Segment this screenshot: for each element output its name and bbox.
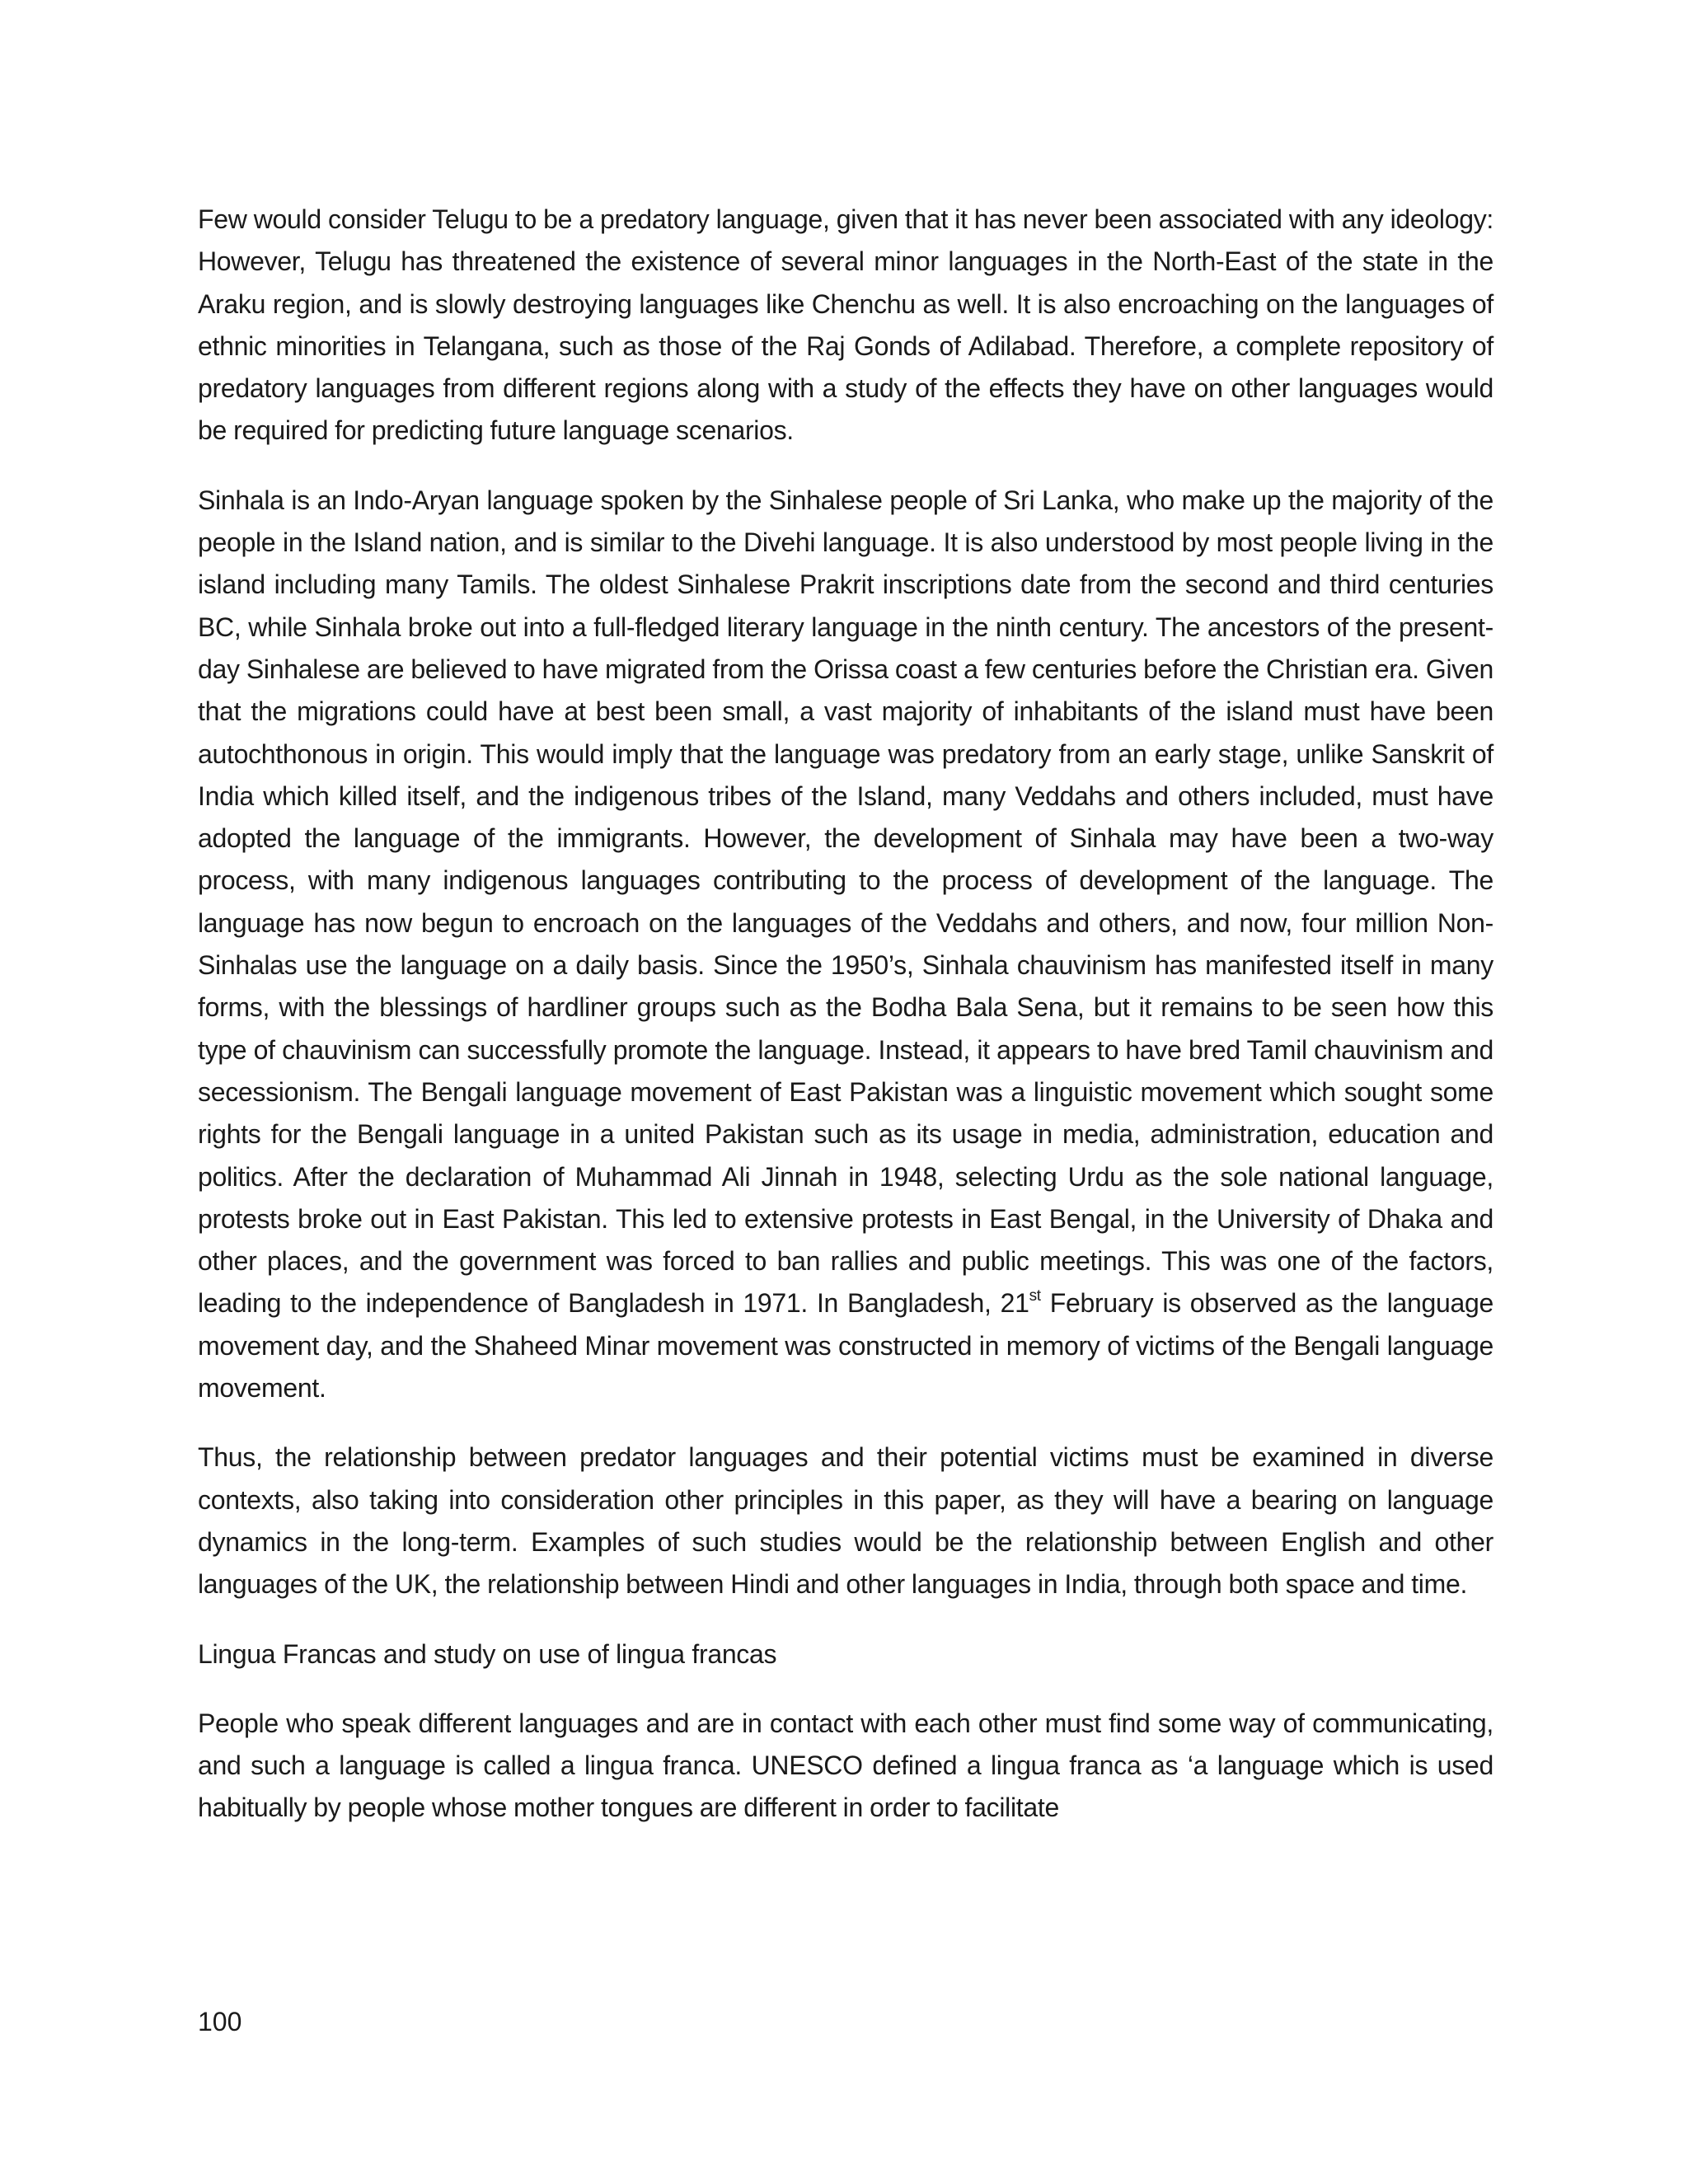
paragraph-telugu: Few would consider Telugu to be a predatory language, given that it has never been associated with any ideology: However, Telugu has threatened the existence of several minor languages in the North-East of the state in the Araku region, and is slowly destroying languages like Chenchu as well. It is also encroaching on the languages of ethnic minorities in Telangana, such as those of the Raj Gonds of Adilabad. Therefore, a complete repository of predatory languages from different regions along with a study of the effects they have on other languages would be required for predicting future language scenarios. <box>198 204 1493 446</box>
page-number: 100 <box>198 2007 242 2036</box>
section-heading: Lingua Francas and study on use of lingua francas <box>198 1638 777 1669</box>
paragraph-predator-relationship: Thus, the relationship between predator languages and their potential victims must be examined in diverse contexts, also taking into consideration other principles in this paper, as they will have a bearing on language dynamics in the long-term. Examples of such studies would be the relationship between English and other languages of the UK, the relationship between Hindi and other languages in India, through both space and time. <box>198 1442 1493 1600</box>
paragraph-sinhala-text-1: Sinhala is an Indo-Aryan language spoken by the Sinhalese people of Sri Lanka, who make up the majority of the people in the Island nation, and is similar to the Divehi language. It is also understood by most people living in the island including many Tamils. The oldest Sinhalese Prakrit inscriptions date from the second and third centuries BC, while Sinhala broke out into a full-fledged literary language in the ninth century. The ancestors of the present-day Sinhalese are believed to have migrated from the Orissa coast a few centuries before the Christian era. Given that the migrations could have at best been small, a vast majority of inhabitants of the island must have been autochthonous in origin. This would imply that the language was predatory from an early stage, unlike Sanskrit of India which killed itself, and the indigenous tribes of the Island, many Veddahs and others included, must have adopted the language of the immigrants. However, the development of Sinhala may have been a two-way process, with many indigenous languages contributing to the process of development of the language. The language has now begun to encroach on the languages of the Veddahs and others, and now, four million Non-Sinhalas use the language on a daily basis. Since the 1950’s, Sinhala chauvinism has manifested itself in many forms, with the blessings of hardliner groups such as the Bodha Bala Sena, but it remains to be seen how this type of chauvinism can successfully promote the language. Instead, it appears to have bred Tamil chauvinism and secessionism. The Bengali language movement of East Pakistan was a linguistic movement which sought some rights for the Bengali language in a united Pakistan such as its usage in media, administration, education and politics. After the declaration of Muhammad Ali Jinnah in 1948, selecting Urdu as the sole national language, protests broke out in East Pakistan. This led to extensive protests in East Bengal, in the University of Dhaka and other places, and the government was forced to ban rallies and public meetings. This was one of the factors, leading to the independence of Bangladesh in 1971. In Bangladesh, 21 <box>198 485 1493 1319</box>
paragraph-sinhala-text-2: February is observed as the language movement day, and the Shaheed Minar movement was constructed in memory of victims of the Bengali language movement. <box>198 1288 1493 1404</box>
page-body <box>198 199 1493 1857</box>
paragraph-sinhala <box>198 480 1493 1410</box>
ordinal-superscript: st <box>1029 1287 1041 1305</box>
paragraph-lingua-franca: People who speak different languages and are in contact with each other must find some way of communicating, and such a language is called a lingua franca. UNESCO defined a lingua franca as ‘a language which is used habitually by people whose mother tongues are different in order to facilitate <box>198 1708 1493 1823</box>
